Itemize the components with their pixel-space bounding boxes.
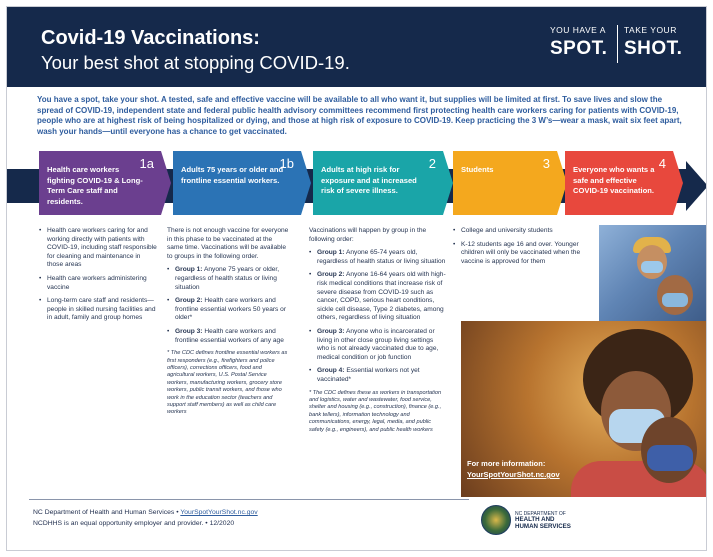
- phase-number: 3: [542, 156, 550, 171]
- phase-number: 2: [428, 156, 436, 171]
- group-label: Group 1:: [175, 266, 203, 274]
- list-item: • College and university students: [453, 227, 593, 236]
- group-text: Anyone who is incarcerated or living in other close group living settings who is not already vaccinated due to age, medical condition or job function: [317, 327, 439, 361]
- footnote: * The CDC defines frontline essential workers as first responders (e.g., firefighters and police officers), corrections officers, food and agricultural workers, U.S. Postal Service workers, manufacturing workers, grocery store workers, public transit workers, and those who work in the education sector (teachers and support staff members) as well as child care workers: [167, 350, 288, 416]
- page-title: Covid-19 Vaccinations:: [41, 27, 260, 49]
- footer-divider: [29, 499, 469, 500]
- phase-number: 4: [658, 156, 666, 171]
- column-intro: Vaccinations will happen by group in the following order:: [309, 227, 427, 243]
- more-info-box: [467, 459, 587, 479]
- phase-label: Adults at high risk for exposure and at increased risk of severe illness.: [321, 165, 417, 195]
- column-phase-1a: [39, 227, 157, 328]
- column-phase-2: [309, 227, 447, 434]
- logo-small-right: TAKE YOUR: [624, 25, 677, 35]
- group-text: Health care workers and frontline essential workers of any age: [175, 327, 284, 344]
- logo-small-left: YOU HAVE A: [550, 25, 606, 35]
- group-text: Essential workers not yet vaccinated*: [317, 367, 420, 383]
- footer-sep: •: [205, 520, 210, 527]
- logo-divider: [617, 25, 618, 63]
- logo-small-text: NC DEPARTMENT OF: [515, 511, 566, 517]
- phase-number: 1b: [279, 156, 294, 171]
- family-photo: [599, 225, 707, 325]
- photo-detail: [647, 445, 693, 471]
- logo-big-text-2: HUMAN SERVICES: [515, 522, 571, 530]
- header-banner: [7, 7, 707, 87]
- footer-line-1: [33, 507, 258, 518]
- logo-big-left: SPOT.: [550, 38, 608, 59]
- footer: [33, 507, 258, 529]
- column-intro: There is not enough vaccine for everyone in this phase to be vaccinated at the same time. Vaccinations will be available to groups in the following order.: [167, 227, 289, 260]
- list-item: [309, 367, 447, 384]
- timeline-arrow-icon: [686, 161, 707, 211]
- phase-1a: [39, 151, 161, 215]
- phase-1b: [173, 151, 301, 215]
- phase-label: Everyone who wants a safe and effective COVID-19 vaccination.: [573, 165, 655, 195]
- column-phase-1b: [167, 227, 289, 417]
- ncdhhs-logo: [515, 511, 571, 530]
- list-item: [309, 249, 447, 266]
- footer-link[interactable]: YourSpotYourShot.nc.gov: [180, 509, 258, 516]
- phase-3: [453, 151, 557, 215]
- campaign-logo: [550, 25, 692, 67]
- photo-detail: [662, 293, 688, 307]
- phase-timeline: [7, 151, 707, 223]
- phase-number: 1a: [139, 156, 154, 171]
- group-text: Anyone 75 years or older, regardless of health status or living situation: [175, 266, 280, 291]
- bullet-list: [39, 227, 157, 323]
- phase-label: Adults 75 years or older and frontline essential workers.: [181, 165, 284, 185]
- phase-label: Students: [461, 165, 494, 174]
- phase-chevron-icon: [443, 151, 453, 215]
- phase-label: Health care workers fighting COVID-19 & Long-Term Care staff and residents.: [47, 165, 143, 206]
- group-label: Group 4:: [317, 367, 345, 375]
- list-item: [167, 266, 289, 292]
- group-label: Group 3:: [317, 327, 345, 335]
- group-label: Group 3:: [175, 327, 203, 335]
- footer-date: 12/2020: [209, 520, 235, 527]
- phase-chevron-icon: [301, 151, 311, 215]
- list-item: • Health care workers administering vaccine: [39, 275, 157, 292]
- list-item: • Health care workers caring for and working directly with patients with COVID-19, including staff responsible for cleaning and maintenance in those areas: [39, 227, 157, 270]
- list-item: [167, 328, 289, 345]
- phase-chevron-icon: [673, 151, 683, 215]
- footnote: * The CDC defines these as workers in transportation and logistics, water and wastewater, food service, shelter and housing (e.g., construction), finance (e.g., bank tellers), information technology and communications, energy, legal, media, and public safety (e.g., engineers), and public health workers: [309, 389, 442, 433]
- list-item: [167, 297, 289, 323]
- flyer-page: [6, 6, 707, 551]
- logo-big-right: SHOT.: [624, 38, 683, 59]
- list-item: [309, 271, 447, 323]
- group-text: Anyone 65-74 years old, regardless of health status or living situation: [317, 249, 446, 265]
- footer-line-2: [33, 518, 258, 529]
- phase-chevron-icon: [161, 151, 171, 215]
- footer-dept: NC Department of Health and Human Services: [33, 509, 175, 516]
- footer-eoe: NCDHHS is an equal opportunity employer and provider.: [33, 520, 204, 527]
- photo-detail: [641, 261, 663, 273]
- list-item: [309, 328, 447, 362]
- page-subtitle: Your best shot at stopping COVID-19.: [41, 52, 350, 73]
- phase-4: [565, 151, 673, 215]
- more-info-link[interactable]: YourSpotYourShot.nc.gov: [467, 470, 560, 479]
- group-list: [309, 249, 447, 384]
- column-phase-3: [453, 227, 593, 271]
- more-info-label: For more information:: [467, 459, 546, 468]
- bullet-list: [453, 227, 593, 266]
- list-item: • Long-term care staff and residents—people in skilled nursing facilities and in adult, family and group homes: [39, 297, 157, 323]
- mother-daughter-photo: [461, 321, 707, 497]
- list-item: • K-12 students age 16 and over. Younger children will only be vaccinated when the vaccine is approved for them: [453, 241, 593, 267]
- group-label: Group 2:: [317, 271, 345, 279]
- phase-2: [313, 151, 443, 215]
- group-label: Group 1:: [317, 249, 345, 257]
- intro-paragraph: You have a spot, take your shot. A tested, safe and effective vaccine will be available to all who want it, but supplies will be limited at first. To save lives and slow the spread of COVID-19, independent state and federal public health advisory committees recommend first protecting health care workers caring for patients with COVID-19, people who are at highest risk of being hospitalized or dying, and those at high risk of exposure to COVID-19. Keep practicing the 3 W’s—wear a mask, wait six feet apart, wash your hands—until everyone has a chance to get vaccinated.: [37, 95, 682, 136]
- group-text: Anyone 16-64 years old with high-risk medical conditions that increase risk of severe disease from COVID-19 such as cancer, COPD, serious heart conditions, sickle cell disease, Type 2 diabetes, among others, regardless of living situation: [317, 271, 446, 322]
- group-text: Health care workers and frontline essential workers 50 years or older*: [175, 297, 287, 322]
- nc-seal-icon: [481, 505, 511, 535]
- footer-sep: •: [176, 509, 181, 516]
- logo-big-text-1: HEALTH AND: [515, 516, 555, 524]
- group-label: Group 2:: [175, 297, 203, 305]
- group-list: [167, 266, 289, 345]
